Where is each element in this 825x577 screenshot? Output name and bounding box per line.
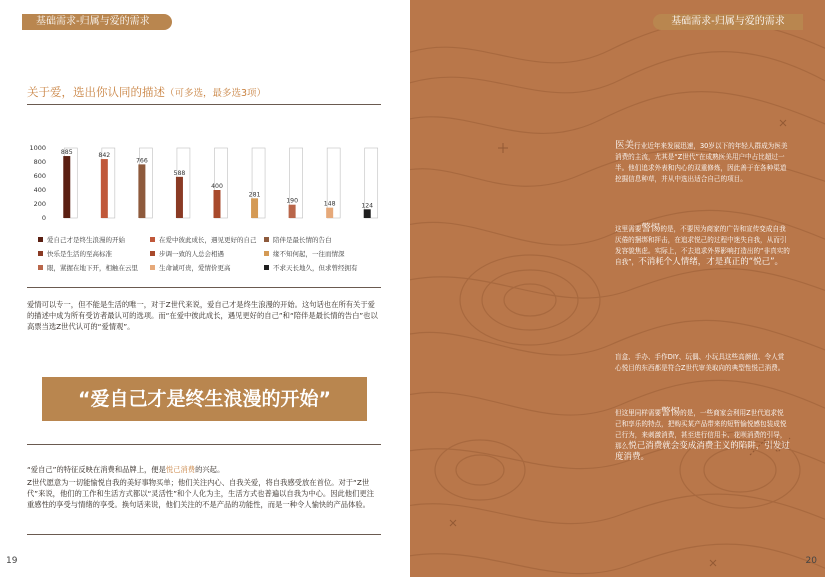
right-block-warning-2 (615, 407, 790, 463)
legend-item (150, 249, 224, 258)
block4-a: 但这里同样需要 (615, 409, 662, 417)
paragraph-genz: Z世代愿意为一切能愉悦自我的美好事物买单；他们关注内心、自我关爱，将自我感受放在首位。对于“Z世代”来说，他们的工作和生活方式都以“灵活性”和个人化为主，生活方式也普遍以自我为中心。因此他们更注重感性的享受与情绪的享受。换句话来说，他们关注的不是产品的功能性，而是一种令人愉快的产品体验。 (27, 478, 374, 509)
legend-swatch (264, 251, 269, 256)
bar (176, 177, 183, 218)
right-page (410, 0, 825, 577)
legend-label: 眼，紧握在地下开，相触在云里 (47, 264, 138, 272)
page-number-left: 19 (6, 556, 18, 566)
legend-swatch (264, 265, 269, 270)
legend-label: 陪伴是最长情的告白 (273, 236, 332, 244)
question-title-sub: （可多选，最多选3项） (165, 88, 267, 99)
block1-rest: 行业近年来发展迅速，30岁以下的年轻人群成为医美消费的主流，尤其是“Z世代”在成熟医美用户中占比超过一半。他们追求外表和内心的双重修炼，因此善于在各种渠道挖掘信息种草，并从中选出适合自己的项目。 (615, 142, 788, 183)
page-number-right: 20 (805, 556, 817, 566)
bar-value-label: 588 (173, 169, 186, 177)
legend-swatch (38, 265, 43, 270)
block4-big: 警惕 (661, 407, 681, 418)
bar (326, 208, 333, 218)
highlight-self-consumption: 悦己消费 (165, 465, 196, 474)
bar-value-label: 766 (135, 157, 148, 165)
bar-value-label: 124 (361, 202, 374, 210)
quote-rule-top (27, 444, 381, 445)
legend-label: 爱自己才是终生浪漫的开始 (47, 236, 125, 244)
bar (63, 156, 70, 218)
legend-item (150, 235, 257, 244)
block2-a: 这里需要 (615, 225, 642, 233)
bar-value-label: 400 (211, 183, 223, 190)
legend-swatch (150, 237, 155, 242)
header-tag-right: 基础需求-归属与爱的需求 (653, 14, 803, 30)
legend-item (38, 263, 138, 272)
bar-value-label: 281 (248, 191, 261, 199)
legend-item (264, 263, 358, 272)
bar-chart (18, 142, 398, 224)
contour-background (410, 0, 825, 577)
legend-swatch (38, 237, 43, 242)
bar-value-label: 148 (323, 200, 336, 208)
legend-item (264, 249, 345, 258)
block4-mid: 悦己消费就会变成消费主义的陷阱，引发过度消费。 (615, 441, 790, 462)
legend-item (38, 235, 125, 244)
block2-mid: 不消耗个人情绪，才是真正的“悦己”。 (638, 257, 784, 267)
legend-swatch (150, 251, 155, 256)
y-tick-label: 600 (33, 172, 46, 180)
paragraph-self-love-b: 的兴起。 (195, 465, 225, 474)
paragraph-self-love (27, 464, 381, 475)
legend-item (38, 249, 112, 258)
title-rule (27, 104, 381, 105)
bottom-rule (27, 534, 381, 535)
y-tick-label: 200 (33, 200, 46, 208)
legend-swatch (264, 237, 269, 242)
legend-label: 在爱中彼此成长，遇见更好的自己 (159, 236, 257, 244)
y-tick-label: 1000 (29, 144, 46, 152)
block4-b: 的是，一些商家会利用Z世代追求悦己和享乐的特点，把购买某产品带来的短暂愉悦感包装成悦己行为，来刺激消费，甚至进行信用卡、花呗消费的引导，那么 (615, 409, 787, 450)
legend-swatch (150, 265, 155, 270)
legend-item (264, 235, 332, 244)
paragraph-self-love-a: “爱自己”的特征反映在消费和品牌上，便是 (27, 465, 166, 474)
block2-b: 的是，不要因为商家的广告和宣传变成自我厌倦的捆绑和抨击，在追求悦己的过程中迷失自我，从而引发容貌焦虑。实际上，不去追求外界影响打造出的“非真实的自我”， (615, 225, 790, 266)
y-tick-label: 800 (33, 158, 46, 166)
pull-quote: “爱自己才是终生浪漫的开始” (42, 377, 367, 421)
legend-label: 缘不知何起，一往而情深 (273, 250, 345, 258)
legend-swatch (38, 251, 43, 256)
bar-value-label: 190 (286, 197, 299, 205)
bar-value-label: 842 (98, 152, 111, 160)
question-title-main: 关于爱，选出你认同的描述 (27, 85, 165, 99)
bar (364, 209, 371, 218)
bar (289, 205, 296, 218)
legend-label: 快乐是生活的至高标准 (47, 250, 112, 258)
block2-big: 警惕 (641, 223, 661, 234)
y-tick-label: 400 (33, 186, 46, 194)
header-tag-left: 基础需求-归属与爱的需求 (22, 14, 172, 30)
block1-big: 医美 (615, 140, 635, 151)
legend-label: 生命诚可贵，爱情价更高 (159, 264, 231, 272)
legend-label: 步调一致的人总会相遇 (159, 250, 224, 258)
right-block-medical-beauty (615, 140, 790, 185)
bar-value-label: 885 (60, 149, 73, 157)
bar (251, 198, 258, 218)
legend-item (150, 263, 231, 272)
chart-rule (27, 287, 381, 288)
question-title (27, 84, 266, 100)
paragraph-love-view: 爱情可以专一，但不能是生活的唯一，对于Z世代来说，爱自己才是终生浪漫的开始。这句话也在所有关于爱的描述中成为所有受访者最认可的选项。而“在爱中彼此成长，遇见更好的自己”和“陪伴是最长情的告白”也以高票当选Z世代认可的“爱情观”。 (27, 300, 378, 331)
right-block-warning-1 (615, 223, 790, 268)
legend-label: 不求天长地久，但求曾经拥有 (273, 264, 358, 272)
bar (214, 190, 221, 218)
y-tick-label: 0 (41, 214, 46, 222)
bar (138, 164, 145, 218)
bar (101, 159, 108, 218)
left-page (0, 0, 410, 577)
right-block-blind-box: 盲盒、手办、手作DIY、玩偶、小玩具这些高颜值、令人赏心悦目的东西都是符合Z世代审美取向的典型性悦己消费。 (615, 353, 785, 372)
